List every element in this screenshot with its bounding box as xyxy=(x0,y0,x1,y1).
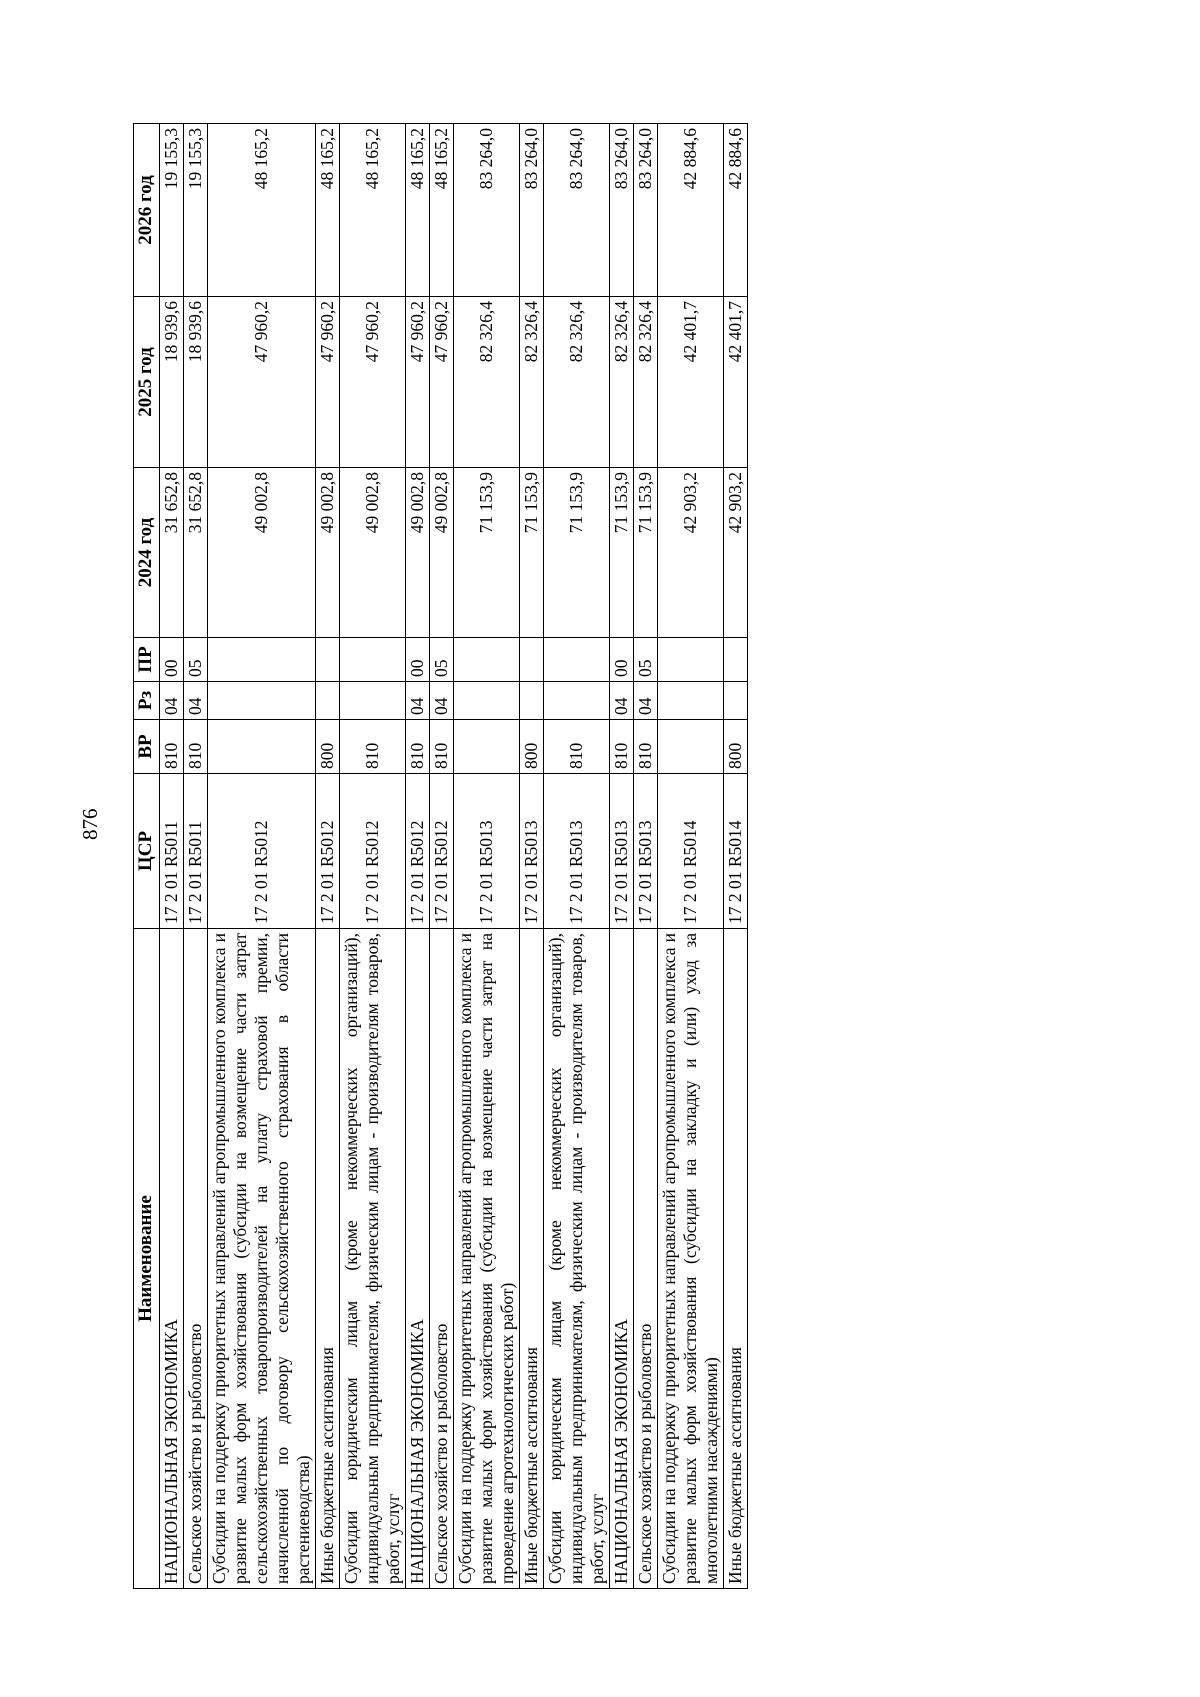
cell-rz xyxy=(543,682,609,720)
header-rz: Рз xyxy=(134,682,160,720)
cell-vr: 810 xyxy=(159,720,183,774)
cell-csr: 17 2 01 R5012 xyxy=(429,774,453,929)
cell-2026: 83 264,0 xyxy=(633,124,657,297)
cell-vr: 800 xyxy=(723,720,747,774)
cell-2025: 47 960,2 xyxy=(315,297,339,468)
cell-2026: 19 155,3 xyxy=(159,124,183,297)
cell-pr xyxy=(339,638,405,682)
cell-pr: 05 xyxy=(183,638,207,682)
cell-rz xyxy=(723,682,747,720)
cell-2025: 47 960,2 xyxy=(405,297,429,468)
header-pr: ПР xyxy=(134,638,160,682)
cell-rz xyxy=(519,682,543,720)
cell-2025: 18 939,6 xyxy=(183,297,207,468)
cell-2024: 49 002,8 xyxy=(339,468,405,638)
cell-2025: 82 326,4 xyxy=(543,297,609,468)
cell-pr: 00 xyxy=(609,638,633,682)
cell-rz: 04 xyxy=(633,682,657,720)
cell-2024: 71 153,9 xyxy=(609,468,633,638)
cell-name: НАЦИОНАЛЬНАЯ ЭКОНОМИКА xyxy=(405,929,429,1589)
cell-vr: 800 xyxy=(315,720,339,774)
cell-rz xyxy=(657,682,723,720)
cell-vr: 810 xyxy=(405,720,429,774)
header-row xyxy=(134,124,160,1589)
cell-2026: 83 264,0 xyxy=(519,124,543,297)
cell-2026: 48 165,2 xyxy=(429,124,453,297)
cell-rz xyxy=(453,682,519,720)
cell-csr: 17 2 01 R5014 xyxy=(723,774,747,929)
cell-csr: 17 2 01 R5013 xyxy=(453,774,519,929)
cell-name: Субсидии юридическим лицам (кроме некоммерческих организаций), индивидуальным предпринимателям, физическим лицам - производителям товаров, работ, услуг xyxy=(339,929,405,1589)
cell-2026: 83 264,0 xyxy=(609,124,633,297)
cell-2024: 49 002,8 xyxy=(207,468,315,638)
page-number: 876 xyxy=(78,808,102,840)
table-row xyxy=(657,124,723,1589)
cell-pr: 00 xyxy=(405,638,429,682)
table-body xyxy=(159,124,747,1589)
cell-rz xyxy=(339,682,405,720)
cell-name: Сельское хозяйство и рыболовство xyxy=(183,929,207,1589)
cell-name: Иные бюджетные ассигнования xyxy=(723,929,747,1589)
cell-pr xyxy=(657,638,723,682)
table-row xyxy=(315,124,339,1589)
cell-rz: 04 xyxy=(159,682,183,720)
cell-rz: 04 xyxy=(609,682,633,720)
header-name: Наименование xyxy=(134,929,160,1589)
cell-name: Субсидии на поддержку приоритетных направлений агропромышленного комплекса и развитие малых форм хозяйствования (субсидии на закладку и (или) уход за многолетними насаждениями) xyxy=(657,929,723,1589)
table-row xyxy=(633,124,657,1589)
header-2025: 2025 год xyxy=(134,297,160,468)
cell-rz: 04 xyxy=(429,682,453,720)
cell-pr xyxy=(543,638,609,682)
cell-2026: 48 165,2 xyxy=(339,124,405,297)
budget-table xyxy=(133,123,748,1589)
cell-2024: 42 903,2 xyxy=(657,468,723,638)
cell-pr xyxy=(519,638,543,682)
cell-name: Сельское хозяйство и рыболовство xyxy=(633,929,657,1589)
cell-2024: 49 002,8 xyxy=(405,468,429,638)
cell-2024: 31 652,8 xyxy=(159,468,183,638)
cell-2024: 42 903,2 xyxy=(723,468,747,638)
table-row xyxy=(429,124,453,1589)
cell-2026: 48 165,2 xyxy=(315,124,339,297)
cell-name: Субсидии на поддержку приоритетных направлений агропромышленного комплекса и развитие малых форм хозяйствования (субсидии на возмещение части затрат на проведение агротехнологических работ) xyxy=(453,929,519,1589)
cell-2025: 82 326,4 xyxy=(633,297,657,468)
cell-2024: 71 153,9 xyxy=(633,468,657,638)
cell-2025: 42 401,7 xyxy=(657,297,723,468)
cell-name: Иные бюджетные ассигнования xyxy=(315,929,339,1589)
table-row xyxy=(183,124,207,1589)
cell-2026: 48 165,2 xyxy=(207,124,315,297)
cell-name: Иные бюджетные ассигнования xyxy=(519,929,543,1589)
cell-2026: 42 884,6 xyxy=(657,124,723,297)
cell-name: НАЦИОНАЛЬНАЯ ЭКОНОМИКА xyxy=(159,929,183,1589)
header-vr: ВР xyxy=(134,720,160,774)
table-row xyxy=(543,124,609,1589)
cell-vr: 800 xyxy=(519,720,543,774)
table-container xyxy=(133,124,1072,1589)
cell-csr: 17 2 01 R5012 xyxy=(405,774,429,929)
cell-vr: 810 xyxy=(543,720,609,774)
cell-name: Субсидии юридическим лицам (кроме некоммерческих организаций), индивидуальным предпринимателям, физическим лицам - производителям товаров, работ, услуг xyxy=(543,929,609,1589)
cell-vr: 810 xyxy=(429,720,453,774)
cell-pr: 00 xyxy=(159,638,183,682)
cell-2025: 42 401,7 xyxy=(723,297,747,468)
cell-pr xyxy=(315,638,339,682)
cell-rz: 04 xyxy=(183,682,207,720)
cell-vr: 810 xyxy=(339,720,405,774)
cell-2024: 49 002,8 xyxy=(429,468,453,638)
cell-pr xyxy=(207,638,315,682)
cell-vr xyxy=(207,720,315,774)
table-row xyxy=(519,124,543,1589)
header-2026: 2026 год xyxy=(134,124,160,297)
cell-csr: 17 2 01 R5014 xyxy=(657,774,723,929)
table-row xyxy=(159,124,183,1589)
cell-vr: 810 xyxy=(609,720,633,774)
cell-2025: 47 960,2 xyxy=(429,297,453,468)
cell-vr: 810 xyxy=(633,720,657,774)
cell-csr: 17 2 01 R5013 xyxy=(543,774,609,929)
table-row xyxy=(453,124,519,1589)
cell-2025: 82 326,4 xyxy=(519,297,543,468)
cell-2025: 18 939,6 xyxy=(159,297,183,468)
cell-2026: 83 264,0 xyxy=(453,124,519,297)
cell-pr xyxy=(723,638,747,682)
cell-rz: 04 xyxy=(405,682,429,720)
cell-2025: 47 960,2 xyxy=(339,297,405,468)
table-row xyxy=(405,124,429,1589)
cell-name: НАЦИОНАЛЬНАЯ ЭКОНОМИКА xyxy=(609,929,633,1589)
table-row xyxy=(207,124,315,1589)
cell-csr: 17 2 01 R5012 xyxy=(207,774,315,929)
cell-pr: 05 xyxy=(429,638,453,682)
table-row xyxy=(339,124,405,1589)
cell-2025: 47 960,2 xyxy=(207,297,315,468)
cell-2026: 42 884,6 xyxy=(723,124,747,297)
cell-rz xyxy=(315,682,339,720)
cell-csr: 17 2 01 R5011 xyxy=(159,774,183,929)
header-csr: ЦСР xyxy=(134,774,160,929)
cell-2025: 82 326,4 xyxy=(609,297,633,468)
table-row xyxy=(723,124,747,1589)
cell-vr: 810 xyxy=(183,720,207,774)
cell-csr: 17 2 01 R5012 xyxy=(339,774,405,929)
header-2024: 2024 год xyxy=(134,468,160,638)
cell-2024: 31 652,8 xyxy=(183,468,207,638)
cell-csr: 17 2 01 R5012 xyxy=(315,774,339,929)
cell-2025: 82 326,4 xyxy=(453,297,519,468)
cell-2026: 19 155,3 xyxy=(183,124,207,297)
cell-name: Сельское хозяйство и рыболовство xyxy=(429,929,453,1589)
cell-vr xyxy=(657,720,723,774)
cell-rz xyxy=(207,682,315,720)
cell-2024: 71 153,9 xyxy=(543,468,609,638)
cell-2026: 48 165,2 xyxy=(405,124,429,297)
cell-2024: 71 153,9 xyxy=(453,468,519,638)
cell-csr: 17 2 01 R5011 xyxy=(183,774,207,929)
cell-2024: 71 153,9 xyxy=(519,468,543,638)
cell-vr xyxy=(453,720,519,774)
cell-pr xyxy=(453,638,519,682)
cell-name: Субсидии на поддержку приоритетных направлений агропромышленного комплекса и развитие малых форм хозяйствования (субсидии на возмещение части затрат сельскохозяйственных товаропроизводителей на уплату страховой премии, начисленной по договору сельскохозяйственного страхования в области растениеводства) xyxy=(207,929,315,1589)
cell-csr: 17 2 01 R5013 xyxy=(519,774,543,929)
cell-csr: 17 2 01 R5013 xyxy=(609,774,633,929)
cell-csr: 17 2 01 R5013 xyxy=(633,774,657,929)
cell-2026: 83 264,0 xyxy=(543,124,609,297)
cell-pr: 05 xyxy=(633,638,657,682)
table-row xyxy=(609,124,633,1589)
cell-2024: 49 002,8 xyxy=(315,468,339,638)
